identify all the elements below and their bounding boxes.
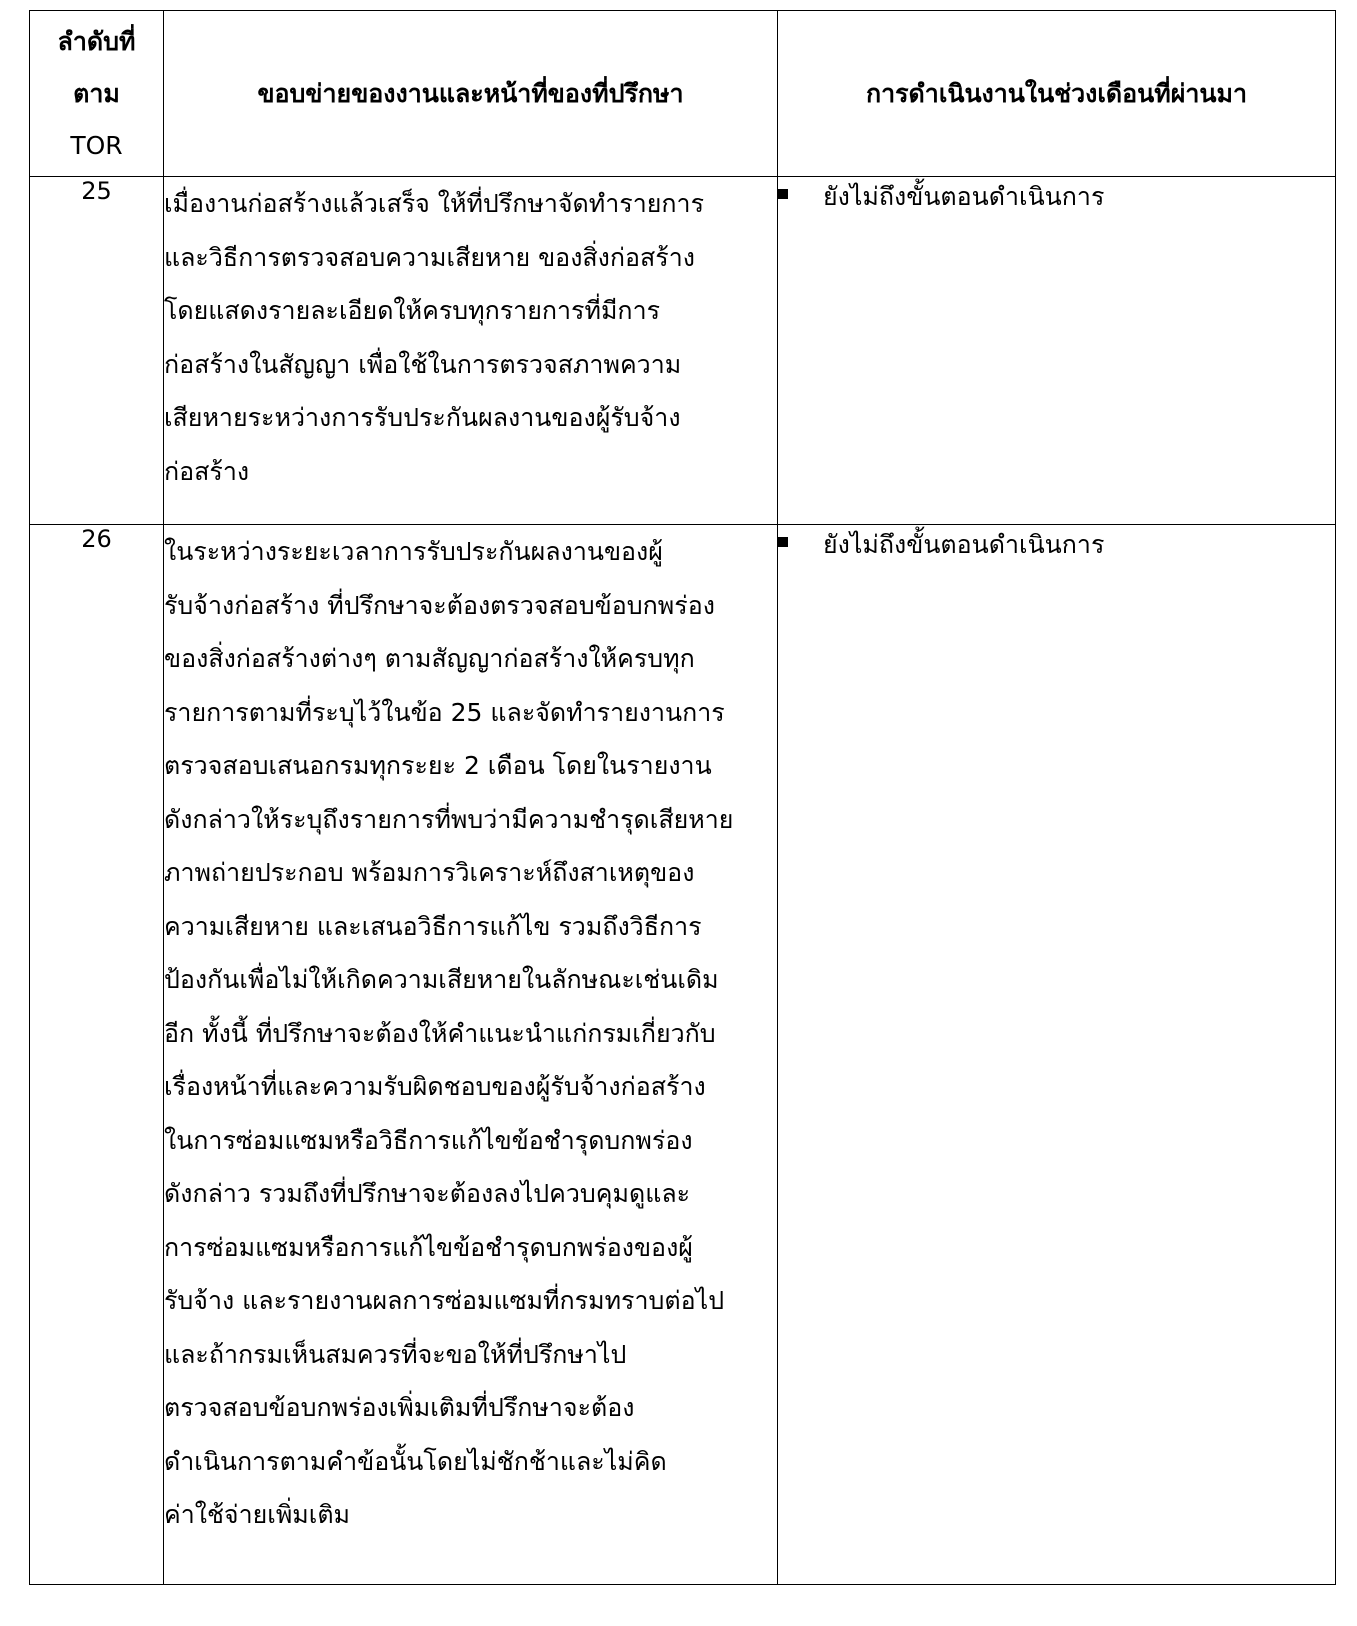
scope-line: เสียหายระหว่างการรับประกันผลงานของผู้รับจ้าง — [164, 403, 681, 432]
scope-line: ก่อสร้าง — [164, 456, 250, 486]
progress-bullet-item — [778, 177, 1335, 217]
row-seq: 25 — [30, 177, 164, 525]
scope-line: และถ้ากรมเห็นสมควรที่จะขอให้ที่ปรึกษาไป — [164, 1339, 627, 1369]
scope-line: ดังกล่าวให้ระบุถึงรายการที่พบว่ามีความชำรุดเสียหาย — [164, 804, 734, 834]
tor-progress-table — [29, 10, 1336, 1585]
scope-line: ตรวจสอบเสนอกรมทุกระยะ 2 เดือน โดยในรายงาน — [164, 751, 712, 780]
scope-line: ความเสียหาย และเสนอวิธีการแก้ไข รวมถึงวิธีการ — [164, 911, 702, 941]
scope-line: ของสิ่งก่อสร้างต่างๆ ตามสัญญาก่อสร้างให้ครบทุก — [164, 644, 695, 673]
scope-line: เมื่องานก่อสร้างแล้วเสร็จ ให้ที่ปรึกษาจัดทำรายการ — [164, 189, 704, 218]
row-scope — [164, 177, 778, 525]
scope-line: การซ่อมแซมหรือการแก้ไขข้อชำรุดบกพร่องของผู้ — [164, 1232, 693, 1262]
scope-line: โดยแสดงรายละเอียดให้ครบทุกรายการที่มีการ — [164, 296, 661, 325]
scope-line: รายการตามที่ระบุไว้ในข้อ 25 และจัดทำรายงานการ — [164, 697, 725, 727]
row-progress — [778, 525, 1336, 1585]
scope-line: ดำเนินการตามคำข้อนั้นโดยไม่ชักช้าและไม่คิด — [164, 1446, 667, 1476]
header-seq-line2: ตาม — [73, 78, 120, 108]
table-row — [30, 177, 1336, 525]
scope-line: ในระหว่างระยะเวลาการรับประกันผลงานของผู้ — [164, 537, 663, 566]
scope-line: ภาพถ่ายประกอบ พร้อมการวิเคราะห์ถึงสาเหตุของ — [164, 858, 695, 887]
progress-text: ยังไม่ถึงขั้นตอนดำเนินการ — [823, 182, 1105, 211]
scope-line: เรื่องหน้าที่และความรับผิดชอบของผู้รับจ้างก่อสร้าง — [164, 1072, 706, 1101]
progress-text: ยังไม่ถึงขั้นตอนดำเนินการ — [823, 530, 1105, 559]
row-scope — [164, 525, 778, 1585]
scope-line: รับจ้าง และรายงานผลการซ่อมแซมที่กรมทราบต่อไป — [164, 1286, 725, 1315]
scope-line: รับจ้างก่อสร้าง ที่ปรึกษาจะต้องตรวจสอบข้อบกพร่อง — [164, 590, 715, 620]
scope-line: ก่อสร้างในสัญญา เพื่อใช้ในการตรวจสภาพความ — [164, 349, 682, 379]
scope-line: ป้องกันเพื่อไม่ให้เกิดความเสียหายในลักษณะเช่นเดิม — [164, 965, 719, 994]
square-bullet-icon — [778, 189, 788, 199]
row-progress — [778, 177, 1336, 525]
table-row — [30, 525, 1336, 1585]
scope-line: ในการซ่อมแซมหรือวิธีการแก้ไขข้อชำรุดบกพร่อง — [164, 1125, 693, 1155]
progress-bullet-item — [778, 525, 1335, 565]
header-seq — [30, 11, 164, 177]
square-bullet-icon — [778, 537, 788, 547]
row-seq: 26 — [30, 525, 164, 1585]
scope-line: ค่าใช้จ่ายเพิ่มเติม — [164, 1500, 351, 1529]
scope-line: ตรวจสอบข้อบกพร่องเพิ่มเติมที่ปรึกษาจะต้อง — [164, 1393, 635, 1422]
header-seq-line3: TOR — [70, 130, 123, 160]
header-progress: การดำเนินงานในช่วงเดือนที่ผ่านมา — [778, 11, 1336, 177]
scope-line: ดังกล่าว รวมถึงที่ปรึกษาจะต้องลงไปควบคุมดูและ — [164, 1179, 691, 1208]
header-scope: ขอบข่ายของงานและหน้าที่ของที่ปรึกษา — [164, 11, 778, 177]
table-header-row — [30, 11, 1336, 177]
header-seq-line1: ลำดับที่ — [57, 26, 136, 56]
scope-line: อีก ทั้งนี้ ที่ปรึกษาจะต้องให้คำแนะนำแก่กรมเกี่ยวกับ — [164, 1018, 716, 1048]
scope-line: และวิธีการตรวจสอบความเสียหาย ของสิ่งก่อสร้าง — [164, 242, 695, 272]
